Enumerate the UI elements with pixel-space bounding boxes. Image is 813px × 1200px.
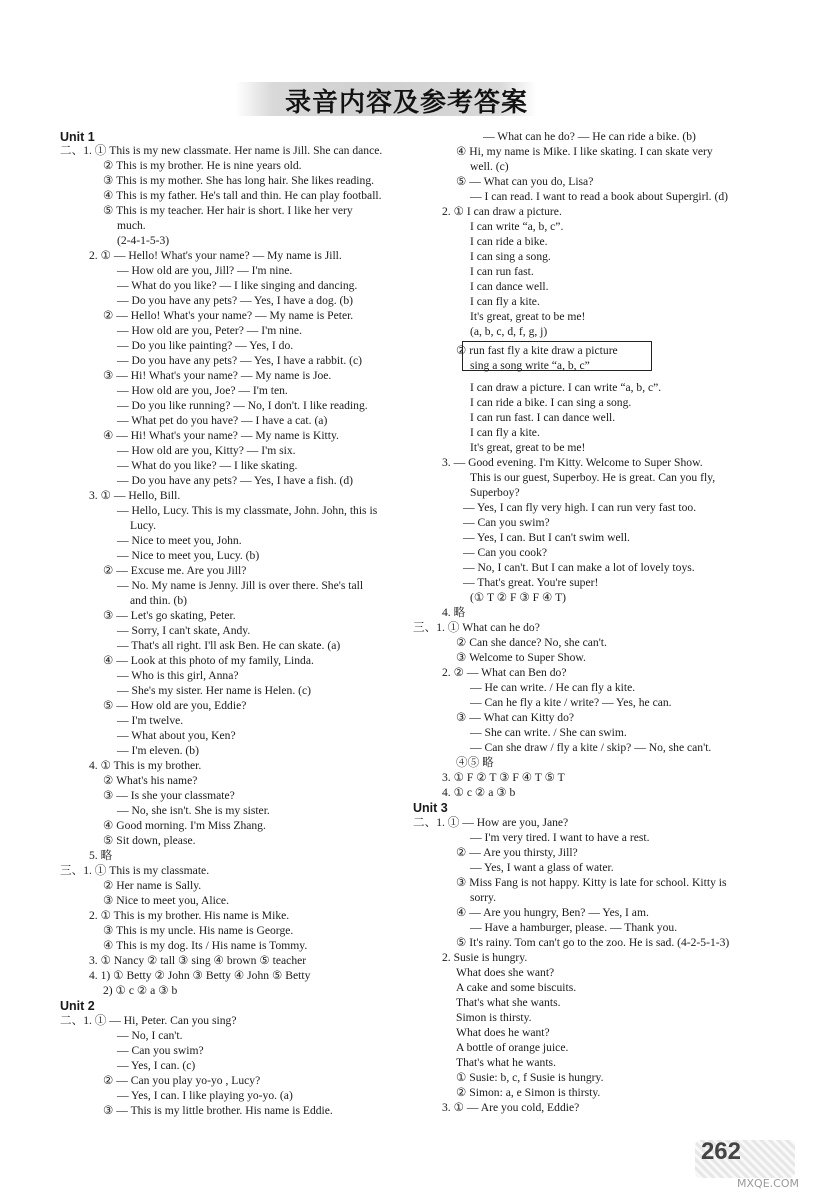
answer-line: ④ Good morning. I'm Miss Zhang. [103, 819, 266, 832]
answer-line: It's great, great to be me! [470, 441, 586, 454]
answer-line: ④ — Hi! What's your name? — My name is Kitty. [103, 429, 339, 442]
answer-line: — Who is this girl, Anna? [117, 669, 239, 682]
answer-line: — Nice to meet you, Lucy. (b) [117, 549, 260, 562]
answer-line: ② Her name is Sally. [103, 879, 202, 892]
answer-line: — Nice to meet you, John. [117, 534, 242, 547]
answer-line: That's what she wants. [456, 996, 561, 1009]
answer-line: — What do you like? — I like skating. [117, 459, 298, 472]
answer-line: 2) ① c ② a ③ b [103, 984, 178, 997]
answer-line: (① T ② F ③ F ④ T) [470, 591, 567, 604]
answer-line: Superboy? [470, 486, 520, 499]
answer-line: What does she want? [456, 966, 555, 979]
answer-line: I can ride a bike. I can sing a song. [470, 396, 632, 409]
answer-line: — Yes, I can fly very high. I can run very fast too. [463, 501, 697, 514]
answer-line: — Hello, Lucy. This is my classmate, John. John, this is [117, 504, 378, 517]
answer-line: I can write “a, b, c”. [470, 220, 564, 233]
answer-line: ② — Excuse me. Are you Jill? [103, 564, 247, 577]
answer-line: I can draw a picture. I can write “a, b, c”. [470, 381, 662, 394]
answer-line: — Can she draw / fly a kite / skip? — No, she can't. [470, 741, 712, 754]
answer-line: — She's my sister. Her name is Helen. (c) [117, 684, 311, 697]
answer-line: — I'm very tired. I want to have a rest. [470, 831, 650, 844]
answer-line: ③ — This is my little brother. His name is Eddie. [103, 1104, 333, 1117]
answer-line: 2. Susie is hungry. [442, 951, 528, 964]
answer-line: Lucy. [130, 519, 156, 532]
answer-line: I can fly a kite. [470, 295, 540, 308]
answer-line: — How old are you, Joe? — I'm ten. [117, 384, 288, 397]
answer-line: — Do you have any pets? — Yes, I have a fish. (d) [117, 474, 354, 487]
answer-line: ③ — Hi! What's your name? — My name is Joe. [103, 369, 332, 382]
answer-line: and thin. (b) [130, 594, 187, 607]
answer-line: well. (c) [470, 160, 509, 173]
answer-line: 5. 略 [89, 849, 113, 862]
answer-line: ④⑤ 略 [456, 756, 494, 769]
answer-line: (2-4-1-5-3) [117, 234, 170, 247]
page-title: 录音内容及参考答案 [284, 88, 528, 118]
answer-line: (a, b, c, d, f, g, j) [470, 325, 548, 338]
answer-line: ③ Welcome to Super Show. [456, 651, 586, 664]
answer-line: 4. ① This is my brother. [89, 759, 202, 772]
answer-line: ④ This is my father. He's tall and thin. He can play football. [103, 189, 382, 202]
page-number: 262 [700, 1138, 741, 1165]
answer-line: — What do you like? — I like singing and dancing. [117, 279, 358, 292]
answer-line: ③ This is my uncle. His name is George. [103, 924, 294, 937]
answer-line: ⑤ Sit down, please. [103, 834, 196, 847]
answer-line: I can run fast. I can dance well. [470, 411, 616, 424]
answer-line: I can run fast. [470, 265, 534, 278]
answer-line: This is our guest, Superboy. He is great. Can you fly, [470, 471, 716, 484]
answer-line: I can fly a kite. [470, 426, 540, 439]
answer-line: 三、1. ① What can he do? [413, 621, 540, 634]
answer-line: — No, I can't. [117, 1029, 183, 1042]
answer-line: — Can you cook? [463, 546, 548, 559]
answer-line: — No, she isn't. She is my sister. [117, 804, 270, 817]
answer-line: — I'm eleven. (b) [117, 744, 199, 757]
answer-line: — Do you have any pets? — Yes, I have a dog. (b) [117, 294, 354, 307]
answer-line: — He can write. / He can fly a kite. [470, 681, 636, 694]
answer-line: — How old are you, Jill? — I'm nine. [117, 264, 293, 277]
answer-line: 3. ① F ② T ③ F ④ T ⑤ T [442, 771, 565, 784]
answer-line: I can ride a bike. [470, 235, 548, 248]
answer-line: 2. ① I can draw a picture. [442, 205, 562, 218]
unit-heading: Unit 2 [60, 999, 95, 1013]
answer-line: ③ — Let's go skating, Peter. [103, 609, 236, 622]
answer-line: 4. 1) ① Betty ② John ③ Betty ④ John ⑤ Betty [89, 969, 311, 982]
answer-line: That's what he wants. [456, 1056, 556, 1069]
answer-line: 3. — Good evening. I'm Kitty. Welcome to Super Show. [442, 456, 703, 469]
unit-heading: Unit 3 [413, 801, 448, 815]
answer-line: — How old are you, Peter? — I'm nine. [117, 324, 302, 337]
answer-line: It's great, great to be me! [470, 310, 586, 323]
answer-line: — Can you swim? [117, 1044, 204, 1057]
answer-line: — What about you, Ken? [117, 729, 236, 742]
answer-line: — Do you have any pets? — Yes, I have a rabbit. (c) [117, 354, 363, 367]
answer-line: I can dance well. [470, 280, 549, 293]
answer-line: — Can you swim? [463, 516, 550, 529]
answer-line: ⑤ — How old are you, Eddie? [103, 699, 247, 712]
answer-line: ③ — What can Kitty do? [456, 711, 575, 724]
answer-line: — No. My name is Jenny. Jill is over there. She's tall [117, 579, 364, 592]
answer-line: — No, I can't. But I can make a lot of lovely toys. [463, 561, 695, 574]
answer-line: ② Can she dance? No, she can't. [456, 636, 607, 649]
answer-line: — I'm twelve. [117, 714, 184, 727]
answer-line: 4. ① c ② a ③ b [442, 786, 516, 799]
answer-line: — Sorry, I can't skate, Andy. [117, 624, 251, 637]
answer-line: ④ This is my dog. Its / His name is Tommy. [103, 939, 308, 952]
answer-line: — Have a hamburger, please. — Thank you. [470, 921, 678, 934]
answer-line: A cake and some biscuits. [456, 981, 577, 994]
answer-line: 3. ① — Are you cold, Eddie? [442, 1101, 580, 1114]
answer-line: 二、1. ① This is my new classmate. Her name is Jill. She can dance. [60, 144, 383, 157]
answer-line: ④ — Look at this photo of my family, Linda. [103, 654, 314, 667]
answer-line: ② — Hello! What's your name? — My name is Peter. [103, 309, 354, 322]
answer-line: 2. ① This is my brother. His name is Mike. [89, 909, 290, 922]
answer-line: ② run fast fly a kite draw a picture [456, 344, 618, 357]
answer-line: — What can he do? — He can ride a bike. (b) [483, 130, 696, 143]
answer-line: — Yes, I can. (c) [117, 1059, 196, 1072]
answer-line: — How old are you, Kitty? — I'm six. [117, 444, 296, 457]
answer-line: 二、1. ① — Hi, Peter. Can you sing? [60, 1014, 237, 1027]
watermark-text: MXQE.COM [737, 1177, 799, 1190]
answer-line: ② — Are you thirsty, Jill? [456, 846, 578, 859]
answer-line: — She can write. / She can swim. [470, 726, 627, 739]
answer-line: 2. ② — What can Ben do? [442, 666, 567, 679]
answer-line: ③ — Is she your classmate? [103, 789, 235, 802]
answer-line: ③ Miss Fang is not happy. Kitty is late for school. Kitty is [456, 876, 727, 889]
answer-line: 3. ① — Hello, Bill. [89, 489, 181, 502]
answer-line: — Can he fly a kite / write? — Yes, he can. [470, 696, 672, 709]
answer-line: 2. ① — Hello! What's your name? — My name is Jill. [89, 249, 342, 262]
answer-line: ③ This is my mother. She has long hair. She likes reading. [103, 174, 375, 187]
answer-line: Simon is thirsty. [456, 1011, 532, 1024]
answer-line: — Yes, I can. I like playing yo-yo. (a) [117, 1089, 293, 1102]
answer-line: I can sing a song. [470, 250, 551, 263]
answer-line: ② — Can you play yo-yo , Lucy? [103, 1074, 261, 1087]
answer-line: — That's all right. I'll ask Ben. He can skate. (a) [117, 639, 341, 652]
answer-line: 4. 略 [442, 606, 466, 619]
answer-line: — I can read. I want to read a book about Supergirl. (d) [470, 190, 728, 203]
answer-line: 三、1. ① This is my classmate. [60, 864, 210, 877]
answer-line: ② This is my brother. He is nine years old. [103, 159, 302, 172]
answer-line: ④ Hi, my name is Mike. I like skating. I can skate very [456, 145, 713, 158]
answer-line: ③ Nice to meet you, Alice. [103, 894, 229, 907]
answer-line: — Do you like painting? — Yes, I do. [117, 339, 294, 352]
answer-line: A bottle of orange juice. [456, 1041, 569, 1054]
answer-line: sorry. [470, 891, 496, 904]
answer-line: ② Simon: a, e Simon is thirsty. [456, 1086, 601, 1099]
answer-line: What does he want? [456, 1026, 550, 1039]
answer-line: — Do you like running? — No, I don't. I like reading. [117, 399, 368, 412]
unit-heading: Unit 1 [60, 130, 95, 144]
answer-line: ⑤ It's rainy. Tom can't go to the zoo. He is sad. (4-2-5-1-3) [456, 936, 730, 949]
answer-line: 3. ① Nancy ② tall ③ sing ④ brown ⑤ teacher [89, 954, 307, 967]
answer-line: ④ — Are you hungry, Ben? — Yes, I am. [456, 906, 649, 919]
answer-line: — That's great. You're super! [463, 576, 599, 589]
answer-line: 二、1. ① — How are you, Jane? [413, 816, 569, 829]
answer-line: — What pet do you have? — I have a cat. (a) [117, 414, 328, 427]
answer-line: — Yes, I want a glass of water. [470, 861, 614, 874]
answer-line: ⑤ This is my teacher. Her hair is short. I like her very [103, 204, 353, 217]
answer-line: ⑤ — What can you do, Lisa? [456, 175, 594, 188]
answer-line: sing a song write “a, b, c” [470, 359, 590, 372]
answer-line: — Yes, I can. But I can't swim well. [463, 531, 630, 544]
answer-line: much. [117, 219, 146, 232]
answer-line: ① Susie: b, c, f Susie is hungry. [456, 1071, 604, 1084]
answer-line: ② What's his name? [103, 774, 198, 787]
